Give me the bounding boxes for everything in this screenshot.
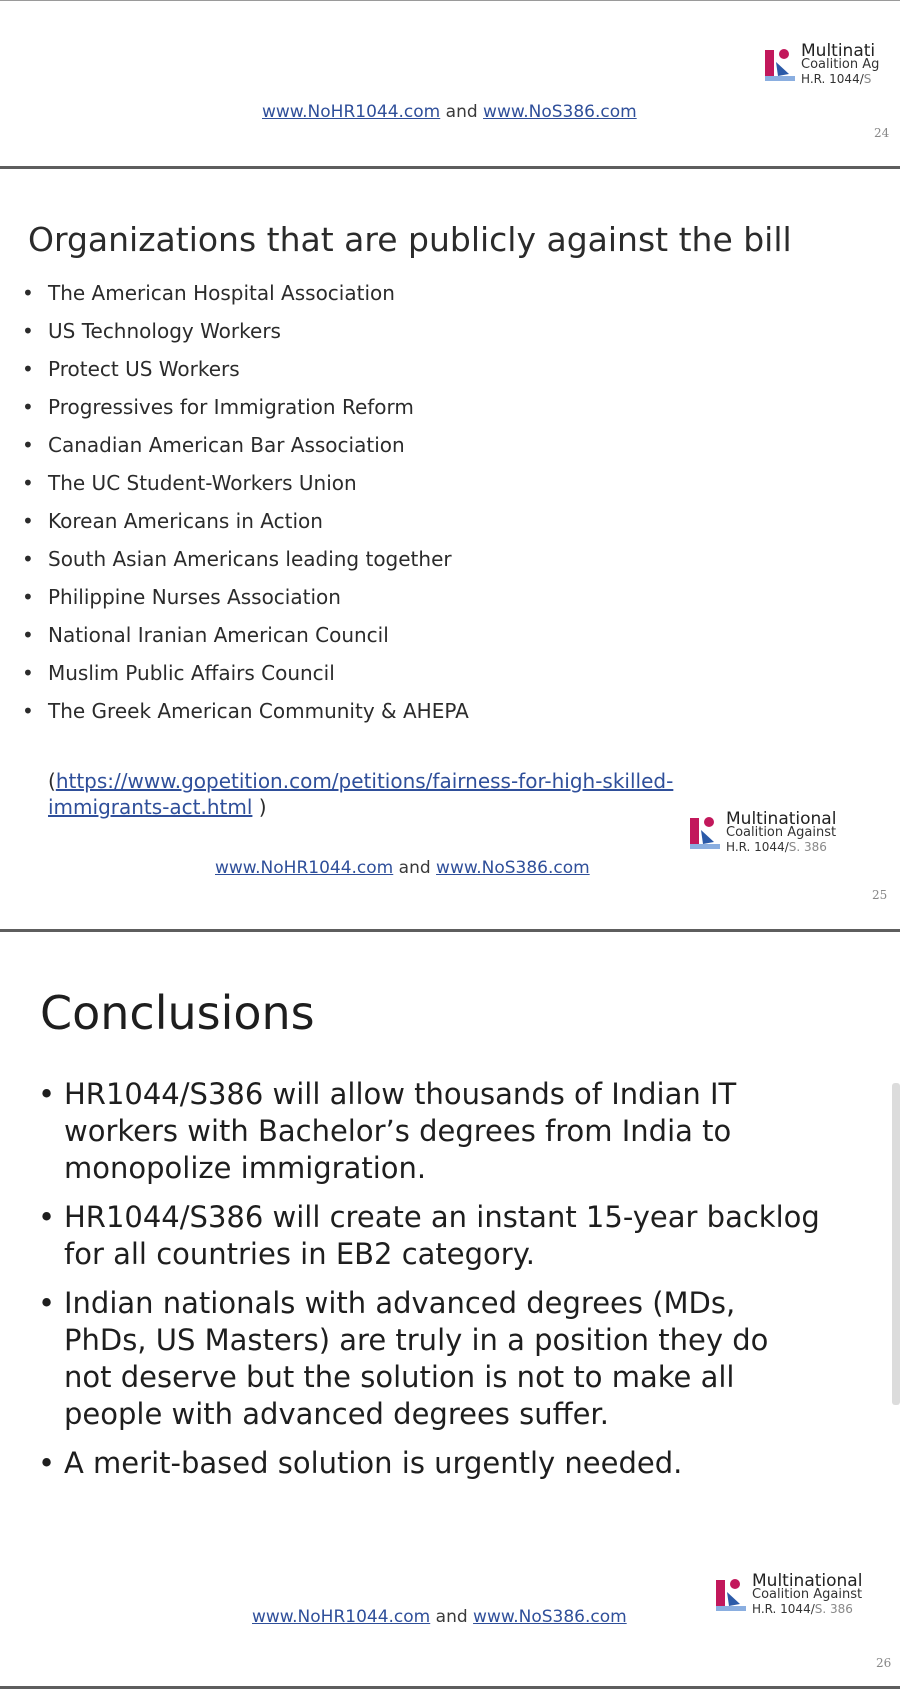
bullet-icon: • — [22, 281, 34, 305]
petition-url-link-cont[interactable]: immigrants-act.html — [48, 795, 253, 819]
organization-item — [22, 280, 469, 318]
footer-link-nohr1044[interactable]: www.NoHR1044.com — [215, 858, 394, 878]
conclusion-text-line: HR1044/S386 will create an instant 15-year backlog — [64, 1200, 820, 1234]
slide-footer — [252, 1607, 627, 1627]
organization-item — [22, 546, 469, 584]
slide-footer — [215, 858, 590, 878]
bullet-icon: • — [38, 1077, 56, 1111]
petition-link: (https://www.gopetition.com/petitions/fairness-for-high-skilled- immigrants-act.html ) — [48, 769, 674, 819]
logo-line-1: Multinati — [801, 41, 876, 61]
bullet-icon: • — [22, 699, 34, 723]
footer-link-nohr1044[interactable]: www.NoHR1044.com — [252, 1607, 431, 1627]
organization-name: Protect US Workers — [48, 357, 240, 381]
logo-line-1: Multinational — [752, 1571, 863, 1591]
conclusion-text-line: workers with Bachelor’s degrees from India to — [64, 1114, 732, 1148]
top-border — [0, 0, 900, 1]
conclusions-list — [38, 1076, 820, 1494]
organization-name: South Asian Americans leading together — [48, 547, 452, 571]
page-number: 24 — [874, 126, 890, 140]
organization-name: Muslim Public Affairs Council — [48, 661, 335, 685]
organization-item — [22, 394, 469, 432]
slide-separator — [0, 166, 900, 169]
slide-separator — [0, 929, 900, 932]
organization-name: National Iranian American Council — [48, 623, 389, 647]
bullet-icon: • — [38, 1286, 56, 1320]
conclusion-item — [38, 1076, 820, 1187]
bullet-icon: • — [22, 509, 34, 533]
organization-name: Progressives for Immigration Reform — [48, 395, 414, 419]
organization-item — [22, 584, 469, 622]
slide-25 — [0, 172, 900, 929]
slide-footer — [262, 102, 637, 122]
conclusion-text-line: HR1044/S386 will allow thousands of Indian IT — [64, 1077, 737, 1111]
footer-link-nos386[interactable]: www.NoS386.com — [483, 102, 637, 122]
bullet-icon: • — [22, 357, 34, 381]
organization-name: Korean Americans in Action — [48, 509, 323, 533]
organization-name: US Technology Workers — [48, 319, 281, 343]
organization-item — [22, 698, 469, 736]
scrollbar[interactable] — [892, 1083, 900, 1405]
footer-link-nohr1044[interactable]: www.NoHR1044.com — [262, 102, 441, 122]
footer-and: and — [445, 102, 478, 122]
petition-url-link[interactable]: https://www.gopetition.com/petitions/fairness-for-high-skilled- — [55, 769, 674, 793]
conclusion-text-line: Indian nationals with advanced degrees (MDs, — [64, 1286, 736, 1320]
organization-item — [22, 508, 469, 546]
organization-item — [22, 470, 469, 508]
coalition-logo-icon — [765, 46, 795, 82]
page-number: 25 — [872, 888, 888, 902]
footer-link-nos386[interactable]: www.NoS386.com — [473, 1607, 627, 1627]
slide-26 — [0, 936, 900, 1686]
bullet-icon: • — [22, 395, 34, 419]
bullet-icon: • — [38, 1446, 56, 1480]
bullet-icon: • — [22, 471, 34, 495]
conclusion-item — [38, 1285, 820, 1433]
bullet-icon: • — [22, 585, 34, 609]
slide-separator — [0, 1686, 900, 1689]
logo-line-1: Multinational — [726, 809, 837, 829]
bullet-icon: • — [22, 319, 34, 343]
conclusion-item — [38, 1445, 820, 1482]
organization-item — [22, 356, 469, 394]
footer-and: and — [398, 858, 431, 878]
conclusion-item — [38, 1199, 820, 1273]
bullet-icon: • — [22, 661, 34, 685]
bullet-icon: • — [22, 547, 34, 571]
organization-item — [22, 318, 469, 356]
slide-title: Conclusions — [40, 986, 315, 1040]
organization-name: Canadian American Bar Association — [48, 433, 405, 457]
conclusion-text-line: monopolize immigration. — [64, 1151, 427, 1185]
organizations-list — [22, 280, 469, 736]
organization-name: The Greek American Community & AHEPA — [48, 699, 469, 723]
slide-24 — [0, 0, 900, 166]
conclusion-text-line: PhDs, US Masters) are truly in a position they do — [64, 1323, 769, 1357]
conclusion-text-line: not deserve but the solution is not to make all — [64, 1360, 735, 1394]
slide-title: Organizations that are publicly against the bill — [28, 220, 792, 259]
organization-item — [22, 660, 469, 698]
page-number: 26 — [876, 1656, 892, 1670]
organization-name: The UC Student-Workers Union — [48, 471, 357, 495]
organization-item — [22, 622, 469, 660]
organization-item — [22, 432, 469, 470]
footer-link-nos386[interactable]: www.NoS386.com — [436, 858, 590, 878]
conclusion-text-line: people with advanced degrees suffer. — [64, 1397, 609, 1431]
coalition-logo-icon — [690, 814, 720, 850]
bullet-icon: • — [22, 623, 34, 647]
bullet-icon: • — [22, 433, 34, 457]
logo-line-3: H.R. 1044/S. 386 — [752, 1602, 853, 1616]
coalition-logo-icon — [716, 1576, 746, 1612]
conclusion-text-line: for all countries in EB2 category. — [64, 1237, 535, 1271]
logo-line-2: Coalition Against — [752, 1587, 863, 1602]
footer-and: and — [435, 1607, 468, 1627]
organization-name: The American Hospital Association — [48, 281, 395, 305]
conclusion-text-line: A merit-based solution is urgently needed. — [64, 1446, 683, 1480]
logo-line-2: Coalition Against — [726, 825, 837, 840]
organization-name: Philippine Nurses Association — [48, 585, 341, 609]
logo-line-3: H.R. 1044/S — [801, 72, 872, 86]
bullet-icon: • — [38, 1200, 56, 1234]
logo-line-2: Coalition Ag — [801, 57, 880, 72]
logo-line-3: H.R. 1044/S. 386 — [726, 840, 827, 854]
